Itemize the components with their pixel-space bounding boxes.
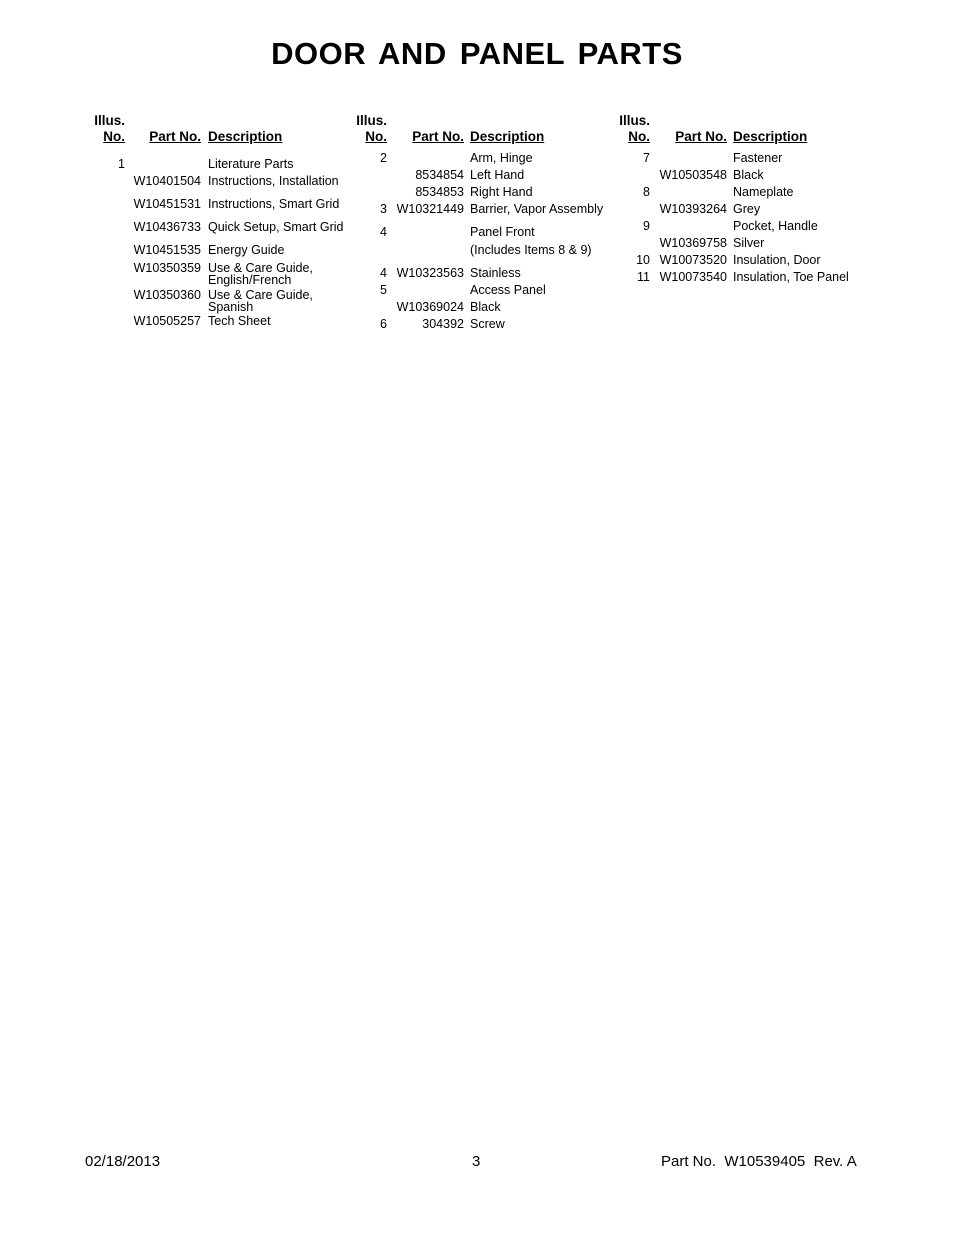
part-description: Black bbox=[470, 300, 501, 314]
part-number: W10393264 bbox=[659, 202, 727, 216]
description-header: Description bbox=[733, 129, 808, 144]
part-description: Insulation, Door bbox=[733, 253, 821, 267]
part-number: W10451531 bbox=[133, 197, 201, 211]
part-description: Silver bbox=[733, 236, 765, 250]
illus-header-line2: No. bbox=[103, 129, 125, 144]
part-description: Panel Front bbox=[470, 225, 535, 239]
illus-number: 11 bbox=[637, 270, 650, 284]
part-description: Access Panel bbox=[470, 283, 546, 297]
part-number: W10321449 bbox=[396, 202, 464, 216]
part-number: W10073540 bbox=[659, 270, 727, 284]
part-description: Fastener bbox=[733, 151, 783, 165]
footer-part-number: W10539405 bbox=[724, 1153, 806, 1170]
part-description-continued: English/French bbox=[208, 273, 292, 287]
part-number: W10350359 bbox=[133, 261, 201, 275]
footer-document-part-number bbox=[661, 1153, 857, 1170]
part-description: Nameplate bbox=[733, 185, 794, 199]
part-description: Grey bbox=[733, 202, 761, 216]
part-number: W10350360 bbox=[133, 288, 201, 302]
part-description: Stainless bbox=[470, 266, 521, 280]
part-description: Black bbox=[733, 168, 764, 182]
part-description: Right Hand bbox=[470, 185, 533, 199]
page-title: DOOR AND PANEL PARTS bbox=[271, 36, 683, 71]
part-number: W10369024 bbox=[396, 300, 464, 314]
footer-revision: Rev. A bbox=[813, 1153, 857, 1170]
part-number: W10436733 bbox=[133, 220, 201, 234]
illus-header-line1: Illus. bbox=[356, 113, 387, 128]
illus-number: 9 bbox=[643, 219, 650, 233]
part-no-header: Part No. bbox=[149, 129, 201, 144]
footer-date: 02/18/2013 bbox=[85, 1153, 161, 1170]
illus-header-line2: No. bbox=[365, 129, 387, 144]
description-header: Description bbox=[208, 129, 283, 144]
part-description: Energy Guide bbox=[208, 243, 285, 257]
part-number: W10323563 bbox=[396, 266, 464, 280]
illus-number: 1 bbox=[118, 157, 125, 171]
illus-header-line1: Illus. bbox=[619, 113, 650, 128]
illus-header-line2: No. bbox=[628, 129, 650, 144]
illus-number: 3 bbox=[380, 202, 387, 216]
part-no-header: Part No. bbox=[675, 129, 727, 144]
part-number: W10503548 bbox=[659, 168, 727, 182]
illus-number: 5 bbox=[380, 283, 387, 297]
part-description: (Includes Items 8 & 9) bbox=[470, 243, 592, 257]
part-description: Insulation, Toe Panel bbox=[733, 270, 849, 284]
illus-number: 8 bbox=[643, 185, 650, 199]
part-description: Left Hand bbox=[470, 168, 525, 182]
part-number: W10073520 bbox=[659, 253, 727, 267]
description-header: Description bbox=[470, 129, 545, 144]
illus-header-line1: Illus. bbox=[94, 113, 125, 128]
footer-part-label: Part No. bbox=[661, 1153, 717, 1170]
part-description: Tech Sheet bbox=[208, 314, 271, 328]
part-description: Arm, Hinge bbox=[470, 151, 533, 165]
illus-number: 10 bbox=[636, 253, 650, 267]
part-description-continued: Spanish bbox=[208, 300, 254, 314]
illus-number: 4 bbox=[380, 266, 387, 280]
part-number: 8534853 bbox=[415, 185, 464, 199]
part-description: Barrier, Vapor Assembly bbox=[470, 202, 604, 216]
part-description: Pocket, Handle bbox=[733, 219, 818, 233]
part-description: Use & Care Guide, bbox=[208, 288, 313, 302]
illus-number: 6 bbox=[380, 317, 387, 331]
part-no-header: Part No. bbox=[412, 129, 464, 144]
part-number: W10451535 bbox=[133, 243, 201, 257]
illus-number: 7 bbox=[643, 151, 650, 165]
illus-number: 2 bbox=[380, 151, 387, 165]
part-description: Instructions, Smart Grid bbox=[208, 197, 340, 211]
part-number: W10401504 bbox=[133, 174, 201, 188]
part-number: 304392 bbox=[422, 317, 464, 331]
part-description: Use & Care Guide, bbox=[208, 261, 313, 275]
illus-number: 4 bbox=[380, 225, 387, 239]
part-description: Literature Parts bbox=[208, 157, 294, 171]
footer-page-number: 3 bbox=[472, 1153, 481, 1170]
part-number: 8534854 bbox=[415, 168, 464, 182]
part-number: W10369758 bbox=[659, 236, 727, 250]
part-description: Quick Setup, Smart Grid bbox=[208, 220, 344, 234]
part-number: W10505257 bbox=[133, 314, 201, 328]
part-description: Instructions, Installation bbox=[208, 174, 339, 188]
part-description: Screw bbox=[470, 317, 505, 331]
